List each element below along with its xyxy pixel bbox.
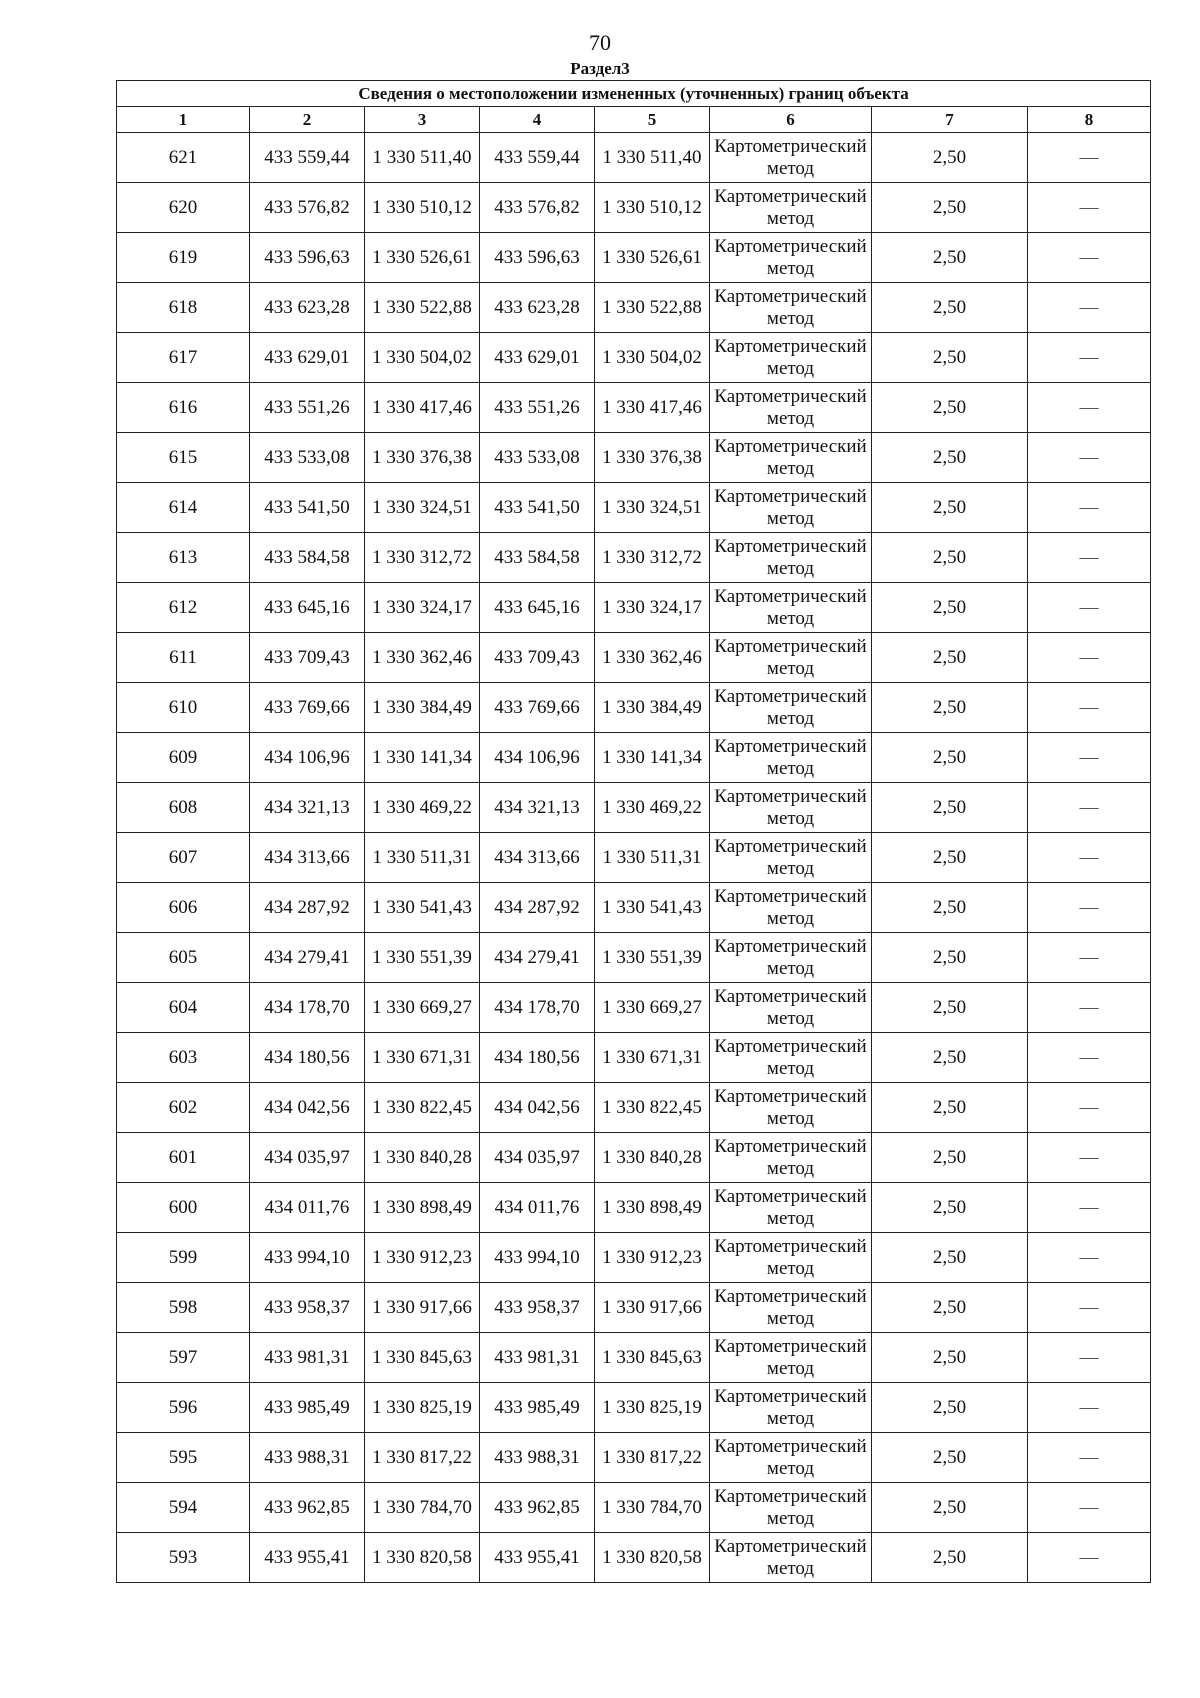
cell-point-number: 599	[117, 1233, 250, 1283]
cell-method: Картометрический метод	[710, 1383, 872, 1433]
cell-accuracy: 2,50	[872, 533, 1028, 583]
table-row	[117, 133, 1151, 183]
cell-description: —	[1028, 833, 1151, 883]
cell-method: Картометрический метод	[710, 1483, 872, 1533]
cell-method: Картометрический метод	[710, 233, 872, 283]
cell-point-number: 614	[117, 483, 250, 533]
cell-accuracy: 2,50	[872, 933, 1028, 983]
cell-point-number: 620	[117, 183, 250, 233]
table-row	[117, 1433, 1151, 1483]
cell-accuracy: 2,50	[872, 283, 1028, 333]
cell-x-coordinate: 434 011,76	[480, 1183, 595, 1233]
cell-method: Картометрический метод	[710, 533, 872, 583]
cell-description: —	[1028, 1083, 1151, 1133]
column-number: 2	[250, 107, 365, 133]
cell-y-coordinate: 1 330 469,22	[365, 783, 480, 833]
table-row	[117, 633, 1151, 683]
cell-accuracy: 2,50	[872, 683, 1028, 733]
cell-y-coordinate: 1 330 324,51	[365, 483, 480, 533]
cell-x-coordinate: 433 596,63	[480, 233, 595, 283]
table-row	[117, 733, 1151, 783]
column-number: 5	[595, 107, 710, 133]
cell-y-coordinate: 1 330 384,49	[595, 683, 710, 733]
cell-accuracy: 2,50	[872, 1133, 1028, 1183]
cell-y-coordinate: 1 330 822,45	[595, 1083, 710, 1133]
cell-y-coordinate: 1 330 312,72	[595, 533, 710, 583]
cell-point-number: 607	[117, 833, 250, 883]
cell-method: Картометрический метод	[710, 883, 872, 933]
cell-point-number: 621	[117, 133, 250, 183]
cell-method: Картометрический метод	[710, 683, 872, 733]
table-body	[117, 133, 1151, 1583]
cell-x-coordinate: 433 988,31	[480, 1433, 595, 1483]
cell-accuracy: 2,50	[872, 333, 1028, 383]
cell-y-coordinate: 1 330 845,63	[595, 1333, 710, 1383]
cell-x-coordinate: 433 994,10	[480, 1233, 595, 1283]
cell-y-coordinate: 1 330 917,66	[595, 1283, 710, 1333]
cell-method: Картометрический метод	[710, 833, 872, 883]
cell-x-coordinate: 433 559,44	[250, 133, 365, 183]
cell-x-coordinate: 434 313,66	[480, 833, 595, 883]
table-row	[117, 333, 1151, 383]
table-row	[117, 1283, 1151, 1333]
cell-point-number: 595	[117, 1433, 250, 1483]
column-number: 1	[117, 107, 250, 133]
cell-method: Картометрический метод	[710, 1183, 872, 1233]
cell-method: Картометрический метод	[710, 1433, 872, 1483]
cell-description: —	[1028, 683, 1151, 733]
cell-x-coordinate: 434 011,76	[250, 1183, 365, 1233]
cell-y-coordinate: 1 330 541,43	[365, 883, 480, 933]
cell-accuracy: 2,50	[872, 1383, 1028, 1433]
cell-point-number: 594	[117, 1483, 250, 1533]
cell-x-coordinate: 434 178,70	[480, 983, 595, 1033]
cell-x-coordinate: 434 287,92	[250, 883, 365, 933]
cell-y-coordinate: 1 330 671,31	[365, 1033, 480, 1083]
cell-description: —	[1028, 1433, 1151, 1483]
cell-x-coordinate: 433 623,28	[250, 283, 365, 333]
cell-y-coordinate: 1 330 784,70	[365, 1483, 480, 1533]
cell-x-coordinate: 434 279,41	[250, 933, 365, 983]
cell-x-coordinate: 433 962,85	[480, 1483, 595, 1533]
cell-method: Картометрический метод	[710, 133, 872, 183]
cell-y-coordinate: 1 330 376,38	[595, 433, 710, 483]
cell-x-coordinate: 433 962,85	[250, 1483, 365, 1533]
table-row	[117, 283, 1151, 333]
table-row	[117, 1533, 1151, 1583]
cell-x-coordinate: 433 985,49	[480, 1383, 595, 1433]
cell-y-coordinate: 1 330 417,46	[365, 383, 480, 433]
cell-y-coordinate: 1 330 510,12	[595, 183, 710, 233]
cell-method: Картометрический метод	[710, 333, 872, 383]
cell-y-coordinate: 1 330 526,61	[365, 233, 480, 283]
cell-accuracy: 2,50	[872, 583, 1028, 633]
coordinates-table	[116, 80, 1151, 1583]
cell-accuracy: 2,50	[872, 1033, 1028, 1083]
cell-x-coordinate: 433 541,50	[480, 483, 595, 533]
cell-point-number: 601	[117, 1133, 250, 1183]
cell-method: Картометрический метод	[710, 1283, 872, 1333]
cell-x-coordinate: 433 533,08	[480, 433, 595, 483]
cell-description: —	[1028, 1033, 1151, 1083]
table-row	[117, 783, 1151, 833]
table-row	[117, 1133, 1151, 1183]
cell-y-coordinate: 1 330 551,39	[595, 933, 710, 983]
cell-accuracy: 2,50	[872, 233, 1028, 283]
cell-y-coordinate: 1 330 845,63	[365, 1333, 480, 1383]
cell-accuracy: 2,50	[872, 1433, 1028, 1483]
cell-x-coordinate: 433 994,10	[250, 1233, 365, 1283]
cell-y-coordinate: 1 330 384,49	[365, 683, 480, 733]
cell-method: Картометрический метод	[710, 633, 872, 683]
cell-x-coordinate: 433 533,08	[250, 433, 365, 483]
cell-point-number: 616	[117, 383, 250, 433]
table-row	[117, 1033, 1151, 1083]
cell-description: —	[1028, 133, 1151, 183]
table-row	[117, 683, 1151, 733]
cell-y-coordinate: 1 330 822,45	[365, 1083, 480, 1133]
cell-y-coordinate: 1 330 504,02	[595, 333, 710, 383]
cell-y-coordinate: 1 330 324,17	[365, 583, 480, 633]
cell-description: —	[1028, 733, 1151, 783]
section-label: Раздел3	[570, 59, 630, 78]
cell-method: Картометрический метод	[710, 983, 872, 1033]
cell-point-number: 608	[117, 783, 250, 833]
cell-method: Картометрический метод	[710, 1133, 872, 1183]
cell-y-coordinate: 1 330 510,12	[365, 183, 480, 233]
cell-y-coordinate: 1 330 511,31	[365, 833, 480, 883]
cell-point-number: 600	[117, 1183, 250, 1233]
cell-accuracy: 2,50	[872, 383, 1028, 433]
cell-y-coordinate: 1 330 522,88	[595, 283, 710, 333]
table-row	[117, 1333, 1151, 1383]
cell-y-coordinate: 1 330 671,31	[595, 1033, 710, 1083]
cell-method: Картометрический метод	[710, 783, 872, 833]
cell-y-coordinate: 1 330 820,58	[365, 1533, 480, 1583]
cell-method: Картометрический метод	[710, 433, 872, 483]
cell-x-coordinate: 433 645,16	[480, 583, 595, 633]
cell-y-coordinate: 1 330 840,28	[595, 1133, 710, 1183]
cell-y-coordinate: 1 330 511,40	[365, 133, 480, 183]
table-row	[117, 183, 1151, 233]
cell-x-coordinate: 434 180,56	[250, 1033, 365, 1083]
table-row	[117, 1483, 1151, 1533]
cell-description: —	[1028, 983, 1151, 1033]
cell-accuracy: 2,50	[872, 1083, 1028, 1133]
cell-y-coordinate: 1 330 541,43	[595, 883, 710, 933]
cell-y-coordinate: 1 330 840,28	[365, 1133, 480, 1183]
cell-x-coordinate: 434 035,97	[480, 1133, 595, 1183]
cell-x-coordinate: 433 769,66	[480, 683, 595, 733]
table-row	[117, 1083, 1151, 1133]
cell-description: —	[1028, 383, 1151, 433]
cell-accuracy: 2,50	[872, 783, 1028, 833]
cell-y-coordinate: 1 330 417,46	[595, 383, 710, 433]
table-row	[117, 483, 1151, 533]
cell-x-coordinate: 433 629,01	[480, 333, 595, 383]
cell-point-number: 619	[117, 233, 250, 283]
cell-accuracy: 2,50	[872, 883, 1028, 933]
cell-y-coordinate: 1 330 817,22	[365, 1433, 480, 1483]
cell-description: —	[1028, 933, 1151, 983]
cell-point-number: 613	[117, 533, 250, 583]
cell-accuracy: 2,50	[872, 1283, 1028, 1333]
cell-y-coordinate: 1 330 817,22	[595, 1433, 710, 1483]
cell-accuracy: 2,50	[872, 1233, 1028, 1283]
cell-description: —	[1028, 433, 1151, 483]
table-row	[117, 383, 1151, 433]
cell-description: —	[1028, 1283, 1151, 1333]
cell-x-coordinate: 433 985,49	[250, 1383, 365, 1433]
cell-y-coordinate: 1 330 362,46	[595, 633, 710, 683]
cell-x-coordinate: 433 709,43	[250, 633, 365, 683]
table-row	[117, 233, 1151, 283]
cell-description: —	[1028, 333, 1151, 383]
cell-y-coordinate: 1 330 312,72	[365, 533, 480, 583]
cell-method: Картометрический метод	[710, 1033, 872, 1083]
cell-method: Картометрический метод	[710, 933, 872, 983]
cell-x-coordinate: 434 106,96	[480, 733, 595, 783]
column-number-row	[117, 107, 1151, 133]
cell-x-coordinate: 433 981,31	[250, 1333, 365, 1383]
cell-description: —	[1028, 633, 1151, 683]
table-row	[117, 583, 1151, 633]
column-number: 7	[872, 107, 1028, 133]
table-row	[117, 433, 1151, 483]
cell-y-coordinate: 1 330 504,02	[365, 333, 480, 383]
cell-point-number: 602	[117, 1083, 250, 1133]
cell-accuracy: 2,50	[872, 1333, 1028, 1383]
cell-y-coordinate: 1 330 324,17	[595, 583, 710, 633]
table-row	[117, 833, 1151, 883]
cell-x-coordinate: 434 035,97	[250, 1133, 365, 1183]
cell-x-coordinate: 433 955,41	[250, 1533, 365, 1583]
cell-accuracy: 2,50	[872, 1183, 1028, 1233]
cell-method: Картометрический метод	[710, 283, 872, 333]
cell-y-coordinate: 1 330 324,51	[595, 483, 710, 533]
cell-x-coordinate: 433 559,44	[480, 133, 595, 183]
cell-x-coordinate: 433 958,37	[480, 1283, 595, 1333]
cell-x-coordinate: 434 321,13	[250, 783, 365, 833]
cell-y-coordinate: 1 330 511,40	[595, 133, 710, 183]
cell-method: Картометрический метод	[710, 483, 872, 533]
cell-y-coordinate: 1 330 898,49	[595, 1183, 710, 1233]
cell-y-coordinate: 1 330 141,34	[365, 733, 480, 783]
cell-description: —	[1028, 1483, 1151, 1533]
cell-x-coordinate: 433 584,58	[250, 533, 365, 583]
cell-x-coordinate: 434 180,56	[480, 1033, 595, 1083]
cell-point-number: 606	[117, 883, 250, 933]
cell-point-number: 603	[117, 1033, 250, 1083]
cell-x-coordinate: 433 596,63	[250, 233, 365, 283]
cell-accuracy: 2,50	[872, 633, 1028, 683]
table-title-row	[117, 81, 1151, 107]
cell-point-number: 612	[117, 583, 250, 633]
cell-method: Картометрический метод	[710, 1533, 872, 1583]
cell-y-coordinate: 1 330 551,39	[365, 933, 480, 983]
cell-description: —	[1028, 183, 1151, 233]
cell-x-coordinate: 433 769,66	[250, 683, 365, 733]
cell-point-number: 617	[117, 333, 250, 383]
page-number: 70	[589, 30, 611, 55]
cell-x-coordinate: 433 551,26	[480, 383, 595, 433]
cell-method: Картометрический метод	[710, 183, 872, 233]
cell-y-coordinate: 1 330 825,19	[595, 1383, 710, 1433]
cell-point-number: 611	[117, 633, 250, 683]
cell-method: Картометрический метод	[710, 1083, 872, 1133]
cell-x-coordinate: 433 709,43	[480, 633, 595, 683]
cell-y-coordinate: 1 330 511,31	[595, 833, 710, 883]
cell-x-coordinate: 433 981,31	[480, 1333, 595, 1383]
cell-point-number: 609	[117, 733, 250, 783]
cell-description: —	[1028, 883, 1151, 933]
cell-description: —	[1028, 483, 1151, 533]
cell-method: Картометрический метод	[710, 583, 872, 633]
cell-y-coordinate: 1 330 141,34	[595, 733, 710, 783]
cell-x-coordinate: 433 541,50	[250, 483, 365, 533]
cell-description: —	[1028, 233, 1151, 283]
cell-x-coordinate: 433 584,58	[480, 533, 595, 583]
cell-point-number: 596	[117, 1383, 250, 1433]
cell-y-coordinate: 1 330 526,61	[595, 233, 710, 283]
table-row	[117, 1183, 1151, 1233]
cell-y-coordinate: 1 330 917,66	[365, 1283, 480, 1333]
cell-point-number: 593	[117, 1533, 250, 1583]
cell-description: —	[1028, 533, 1151, 583]
cell-description: —	[1028, 583, 1151, 633]
cell-description: —	[1028, 783, 1151, 833]
cell-x-coordinate: 434 042,56	[250, 1083, 365, 1133]
cell-y-coordinate: 1 330 469,22	[595, 783, 710, 833]
cell-method: Картометрический метод	[710, 733, 872, 783]
cell-method: Картометрический метод	[710, 1333, 872, 1383]
table-row	[117, 983, 1151, 1033]
cell-y-coordinate: 1 330 912,23	[365, 1233, 480, 1283]
cell-point-number: 598	[117, 1283, 250, 1333]
table-row	[117, 1233, 1151, 1283]
cell-y-coordinate: 1 330 820,58	[595, 1533, 710, 1583]
cell-description: —	[1028, 1333, 1151, 1383]
cell-x-coordinate: 433 551,26	[250, 383, 365, 433]
cell-accuracy: 2,50	[872, 983, 1028, 1033]
cell-y-coordinate: 1 330 522,88	[365, 283, 480, 333]
cell-point-number: 618	[117, 283, 250, 333]
cell-y-coordinate: 1 330 669,27	[365, 983, 480, 1033]
cell-x-coordinate: 433 958,37	[250, 1283, 365, 1333]
cell-accuracy: 2,50	[872, 833, 1028, 883]
cell-point-number: 597	[117, 1333, 250, 1383]
cell-accuracy: 2,50	[872, 483, 1028, 533]
cell-x-coordinate: 434 042,56	[480, 1083, 595, 1133]
cell-point-number: 604	[117, 983, 250, 1033]
cell-y-coordinate: 1 330 784,70	[595, 1483, 710, 1533]
cell-accuracy: 2,50	[872, 133, 1028, 183]
cell-accuracy: 2,50	[872, 1483, 1028, 1533]
column-number: 8	[1028, 107, 1151, 133]
cell-y-coordinate: 1 330 825,19	[365, 1383, 480, 1433]
cell-x-coordinate: 433 988,31	[250, 1433, 365, 1483]
cell-accuracy: 2,50	[872, 1533, 1028, 1583]
cell-x-coordinate: 434 279,41	[480, 933, 595, 983]
cell-y-coordinate: 1 330 669,27	[595, 983, 710, 1033]
cell-y-coordinate: 1 330 362,46	[365, 633, 480, 683]
cell-x-coordinate: 434 287,92	[480, 883, 595, 933]
cell-accuracy: 2,50	[872, 733, 1028, 783]
cell-description: —	[1028, 1533, 1151, 1583]
cell-x-coordinate: 434 106,96	[250, 733, 365, 783]
cell-y-coordinate: 1 330 912,23	[595, 1233, 710, 1283]
cell-accuracy: 2,50	[872, 433, 1028, 483]
cell-description: —	[1028, 283, 1151, 333]
cell-y-coordinate: 1 330 376,38	[365, 433, 480, 483]
cell-x-coordinate: 433 955,41	[480, 1533, 595, 1583]
cell-x-coordinate: 434 313,66	[250, 833, 365, 883]
table-row	[117, 533, 1151, 583]
cell-description: —	[1028, 1133, 1151, 1183]
cell-x-coordinate: 433 576,82	[250, 183, 365, 233]
cell-x-coordinate: 433 645,16	[250, 583, 365, 633]
cell-x-coordinate: 434 321,13	[480, 783, 595, 833]
table-title: Сведения о местоположении измененных (уточненных) границ объекта	[117, 81, 1151, 107]
column-number: 3	[365, 107, 480, 133]
table-row	[117, 1383, 1151, 1433]
cell-point-number: 615	[117, 433, 250, 483]
cell-accuracy: 2,50	[872, 183, 1028, 233]
cell-description: —	[1028, 1183, 1151, 1233]
cell-method: Картометрический метод	[710, 1233, 872, 1283]
cell-x-coordinate: 433 623,28	[480, 283, 595, 333]
cell-point-number: 610	[117, 683, 250, 733]
cell-y-coordinate: 1 330 898,49	[365, 1183, 480, 1233]
cell-x-coordinate: 433 629,01	[250, 333, 365, 383]
cell-description: —	[1028, 1233, 1151, 1283]
column-number: 4	[480, 107, 595, 133]
table-row	[117, 883, 1151, 933]
table-row	[117, 933, 1151, 983]
cell-x-coordinate: 433 576,82	[480, 183, 595, 233]
cell-point-number: 605	[117, 933, 250, 983]
cell-description: —	[1028, 1383, 1151, 1433]
cell-method: Картометрический метод	[710, 383, 872, 433]
cell-x-coordinate: 434 178,70	[250, 983, 365, 1033]
column-number: 6	[710, 107, 872, 133]
